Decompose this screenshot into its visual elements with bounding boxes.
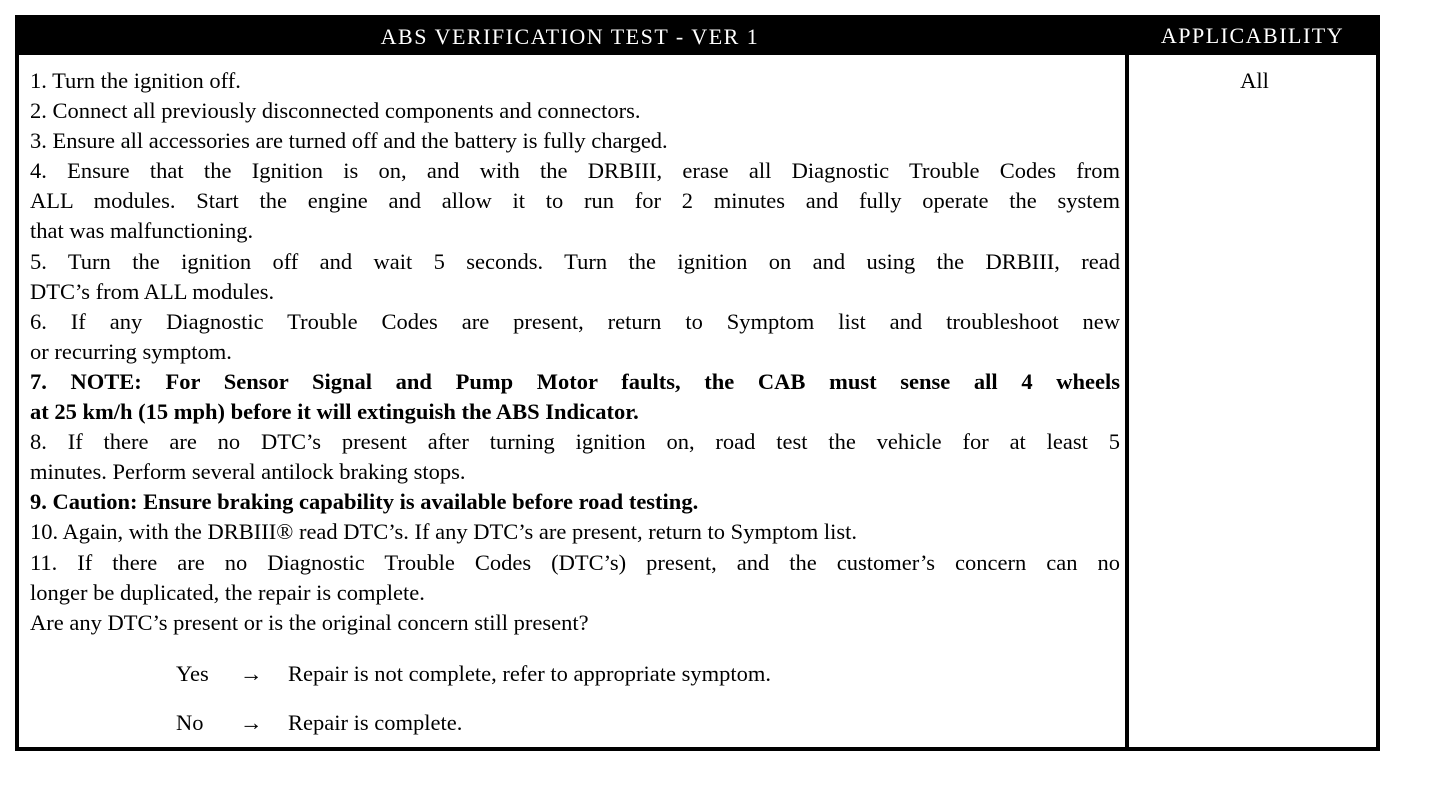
step-9-caution: 9. Caution: Ensure braking capability is available before road testing.	[30, 489, 699, 515]
applicability-heading: APPLICABILITY	[1160, 23, 1345, 48]
step-4-line-3: that was malfunctioning.	[30, 218, 254, 244]
column-divider	[1125, 55, 1129, 747]
answer-yes-label: Yes	[176, 661, 209, 686]
applicability-value: All	[1240, 68, 1269, 93]
right-arrow-icon: →	[240, 710, 263, 735]
answer-no-label: No	[176, 710, 204, 735]
answer-yes-result: Repair is not complete, refer to appropriate symptom.	[288, 661, 771, 686]
step-5-line-2: DTC’s from ALL modules.	[30, 278, 275, 304]
step-4-line-1: 4. Ensure that the Ignition is on, and with the DRBIII, erase all Diagnostic Trouble Codes from	[30, 158, 1120, 184]
step-1: 1. Turn the ignition off.	[30, 68, 241, 93]
step-5-line-1: 5. Turn the ignition off and wait 5 seconds. Turn the ignition on and using the DRBIII, read	[30, 248, 1120, 274]
step-3: 3. Ensure all accessories are turned off and the battery is fully charged.	[30, 128, 668, 154]
step-2: 2. Connect all previously disconnected components and connectors.	[30, 98, 641, 124]
table-title: ABS VERIFICATION TEST - VER 1	[380, 24, 760, 49]
step-10: 10. Again, with the DRBIII® read DTC’s. If any DTC’s are present, return to Symptom list.	[30, 519, 857, 545]
table-header	[15, 15, 1380, 55]
step-6-line-2: or recurring symptom.	[30, 338, 232, 364]
procedure-steps	[30, 66, 1120, 638]
step-4-line-2: ALL modules. Start the engine and allow it to run for 2 minutes and fully operate the system	[30, 188, 1120, 214]
question-text: Are any DTC’s present or is the original concern still present?	[30, 609, 589, 635]
step-7-note-line-2: at 25 km/h (15 mph) before it will extinguish the ABS Indicator.	[30, 399, 639, 425]
step-8-line-1: 8. If there are no DTC’s present after turning ignition on, road test the vehicle for at least 5	[30, 429, 1120, 455]
step-11-line-1: 11. If there are no Diagnostic Trouble Codes (DTC’s) present, and the customer’s concern can no	[30, 549, 1120, 575]
abs-verification-table	[15, 15, 1380, 751]
answer-no-result: Repair is complete.	[288, 710, 463, 735]
right-arrow-icon: →	[240, 661, 263, 686]
step-6-line-1: 6. If any Diagnostic Trouble Codes are present, return to Symptom list and troubleshoot new	[30, 308, 1120, 334]
step-8-line-2: minutes. Perform several antilock braking stops.	[30, 459, 466, 485]
step-7-note-line-1: 7. NOTE: For Sensor Signal and Pump Motor faults, the CAB must sense all 4 wheels	[30, 368, 1120, 394]
step-11-line-2: longer be duplicated, the repair is complete.	[30, 579, 425, 605]
